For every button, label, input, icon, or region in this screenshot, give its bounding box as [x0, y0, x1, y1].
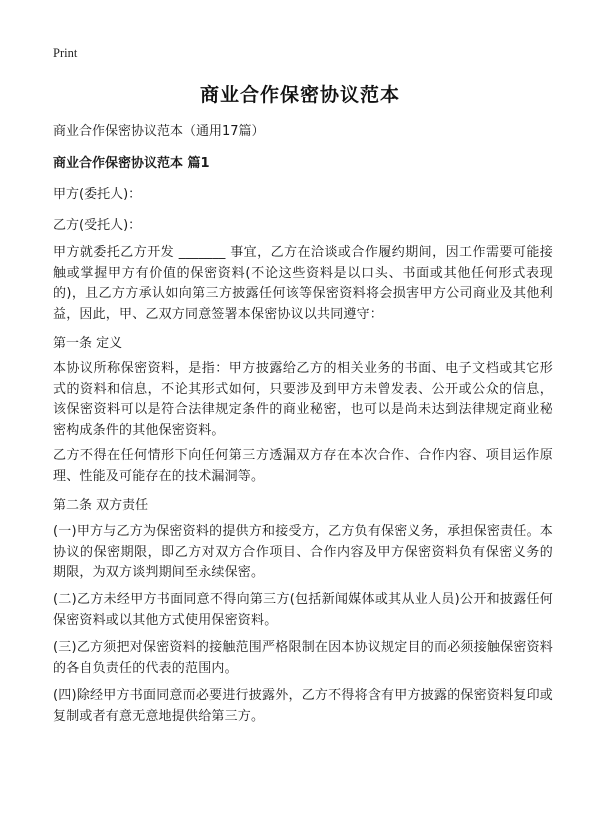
article-2-item-2: (二)乙方未经甲方书面同意不得向第三方(包括新闻媒体或其从业人员)公开和披露任何保密资料或以其他方式使用保密资料。 — [53, 592, 553, 628]
article-2-item-4: (四)除经甲方书面同意而必要进行披露外，乙方不得将含有甲方披露的保密资料复印或复制或者有意无意地提供给第三方。 — [53, 688, 553, 724]
article-1-heading: 第一条 定义 — [53, 336, 123, 351]
article-2-item-1: (一)甲方与乙方为保密资料的提供方和接受方，乙方负有保密义务，承担保密责任。本协议的保密期限，即乙方对双方合作项目、合作内容及甲方保密资料负有保密义务的期限，为双方谈判期间至永续保密。 — [53, 524, 553, 580]
article-2-item-3: (三)乙方须把对保密资料的接触范围严格限制在因本协议规定目的而必须接触保密资料的各自负责任的代表的范围内。 — [53, 640, 553, 676]
section-heading: 商业合作保密协议范本 篇1 — [53, 156, 210, 171]
party-b-label: 乙方(受托人)： — [53, 218, 142, 233]
document-subtitle: 商业合作保密协议范本（通用17篇） — [53, 124, 265, 139]
article-2-heading: 第二条 双方责任 — [53, 498, 149, 513]
print-link[interactable]: Print — [53, 46, 78, 60]
intro-paragraph: 甲方就委托乙方开发 _______ 事宜，乙方在洽谈或合作履约期间，因工作需要可能接触或掌握甲方有价值的保密资料(不论这些资料是以口头、书面或其他任何形式表现的)，且乙方方承认如向第三方披露任何该等保密资料将会损害甲方公司商业及其他利益，因此，甲、乙双方同意签署本保密协议以共同遵守： — [53, 245, 553, 322]
party-a-label: 甲方(委托人)： — [53, 187, 142, 202]
document-title: 商业合作保密协议范本 — [199, 84, 400, 106]
article-1-paragraph-2: 乙方不得在任何情形下向任何第三方透漏双方存在本次合作、合作内容、项目运作原理、性能及可能存在的技术漏洞等。 — [53, 448, 553, 484]
article-1-paragraph-1: 本协议所称保密资料，是指：甲方披露给乙方的相关业务的书面、电子文档或其它形式的资料和信息，不论其形式如何，只要涉及到甲方未曾发表、公开或公众的信息，该保密资料可以是符合法律规定条件的商业秘密，也可以是尚未达到法律规定商业秘密构成条件的其他保密资料。 — [53, 361, 553, 438]
